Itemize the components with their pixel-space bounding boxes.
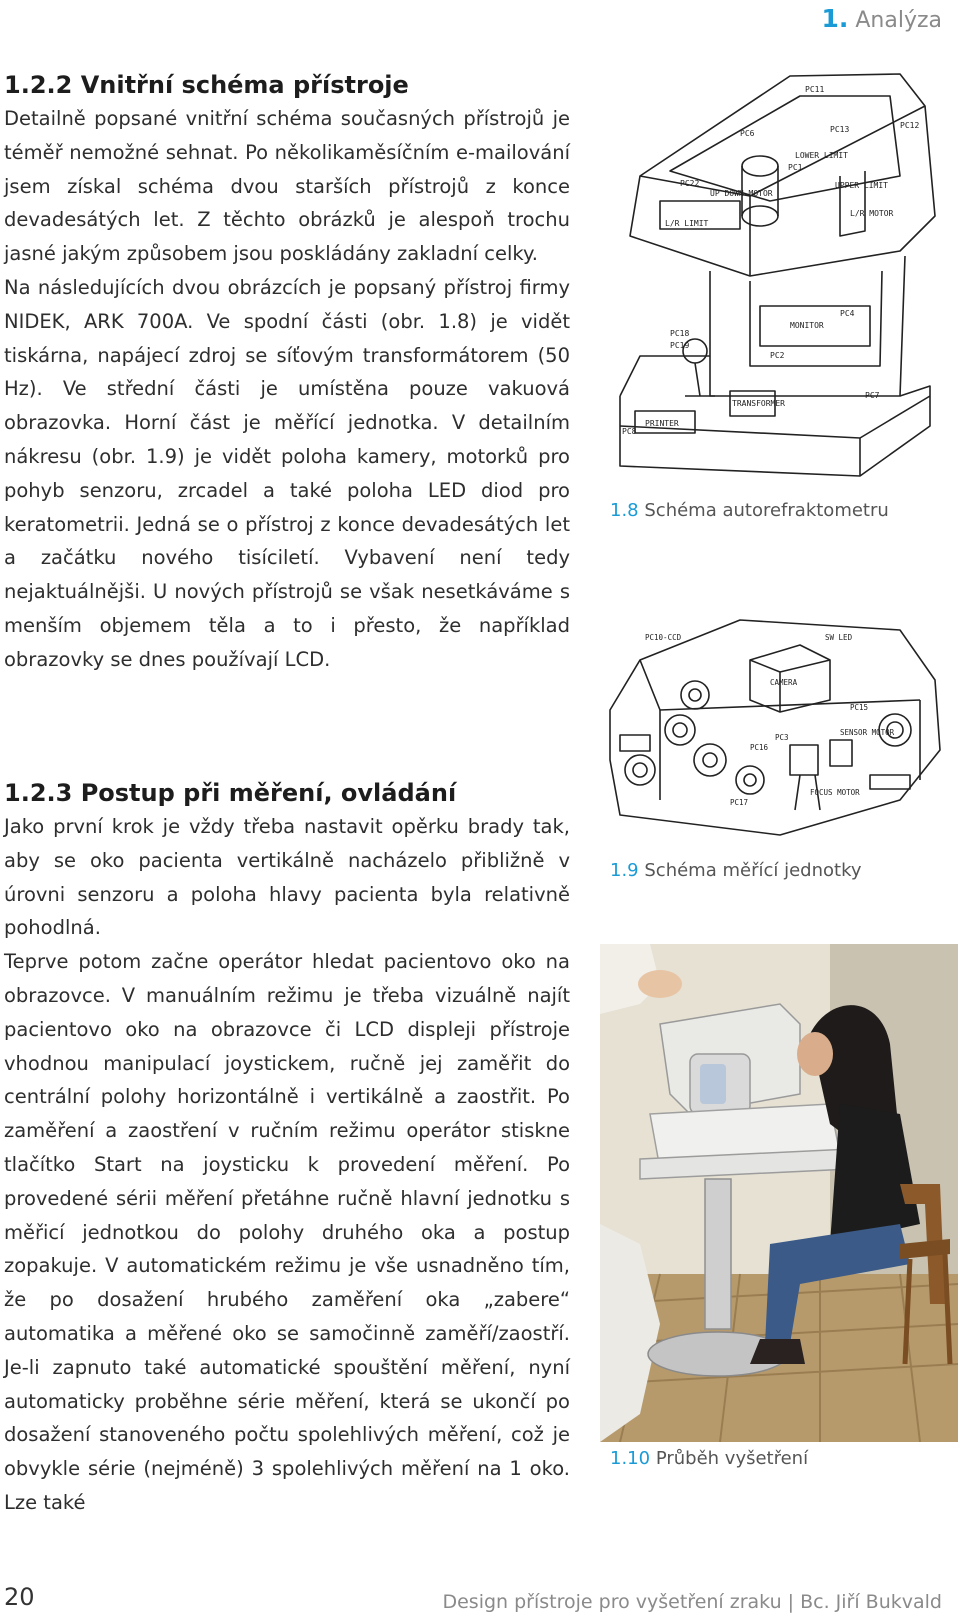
figure-caption-text: Průběh vyšetření bbox=[655, 1448, 809, 1469]
figure-number: 1.9 bbox=[610, 860, 639, 881]
chapter-title: Analýza bbox=[855, 8, 942, 33]
diagram-label: L/R LIMIT bbox=[665, 219, 709, 228]
diagram-label: SENSOR MOTOR bbox=[840, 728, 895, 737]
diagram-label: PC15 bbox=[850, 703, 869, 712]
diagram-label: FOCUS MOTOR bbox=[810, 788, 860, 797]
section-title: 1.2.3 Postup při měření, ovládání bbox=[4, 779, 457, 807]
diagram-label: PC8 bbox=[622, 427, 637, 436]
measuring-unit-schematic-figure bbox=[600, 600, 958, 850]
chapter-header bbox=[821, 4, 942, 33]
diagram-label: TRANSFORMER bbox=[732, 399, 785, 408]
diagram-label: PC10-CCD bbox=[645, 633, 682, 642]
diagram-label: PC4 bbox=[840, 309, 855, 318]
figure-caption bbox=[610, 1448, 808, 1469]
diagram-label: UPPER LIMIT bbox=[835, 181, 888, 190]
paragraph: Na následujících dvou obrázcích je popsaný přístroj firmy NIDEK, ARK 700A. Ve spodní části (obr. 1.8) je vidět tiskárna, napájecí zdroj se síťovým transformátorem (50 Hz). Ve střední části je umístěna pouze vakuová obrazovka. Horní část je měřící jednotka. V detailním nákresu (obr. 1.9) je vidět poloha kamery, motorků pro pohyb senzoru, zrcadel a také poloha LED diod pro keratometrii. Jedná se o přístroj z konce devadesátých let a začátku nového tisíciletí. Vybavení není tedy nejaktuálnějši. U nových přístrojů se však nesetkáváme s menším objemem těla a to i přesto, že například obrazovky se dnes používají LCD. bbox=[4, 275, 570, 671]
diagram-label: PC19 bbox=[670, 341, 690, 350]
figure-number: 1.8 bbox=[610, 500, 639, 521]
diagram-label: PC17 bbox=[730, 798, 749, 807]
section-internal-schema bbox=[4, 68, 570, 677]
diagram-label: PC1 bbox=[788, 163, 803, 172]
diagram-label: LOWER LIMIT bbox=[795, 151, 848, 160]
diagram-label: PC12 bbox=[900, 121, 920, 130]
diagram-label: SW LED bbox=[825, 633, 853, 642]
figure-caption bbox=[610, 860, 862, 881]
figure-caption-text: Schéma autorefraktometru bbox=[644, 500, 889, 521]
section-title: 1.2.2 Vnitřní schéma přístroje bbox=[4, 71, 409, 99]
page-number: 20 bbox=[4, 1583, 35, 1611]
diagram-label: PC13 bbox=[830, 125, 850, 134]
diagram-label: MONITOR bbox=[790, 321, 824, 330]
autorefractometer-schematic-figure bbox=[600, 66, 958, 496]
paragraph: Jako první krok je vždy třeba nastavit opěrku brady tak, aby se oko pacienta vertikálně nacházelo přibližně v úrovni senzoru a poloha hlavy pacienta byla relativně pohodlná. bbox=[4, 815, 570, 940]
diagram-label: L/R MOTOR bbox=[850, 209, 894, 218]
diagram-label: PC3 bbox=[775, 733, 789, 742]
diagram-label: UP DOWN MOTOR bbox=[710, 189, 773, 198]
diagram-label: PC16 bbox=[750, 743, 769, 752]
diagram-label: PRINTER bbox=[645, 419, 679, 428]
diagram-label: PC18 bbox=[670, 329, 690, 338]
footer-title: Design přístroje pro vyšetření zraku | Bc. Jiří Bukvald bbox=[442, 1591, 942, 1613]
diagram-label: PC7 bbox=[865, 391, 880, 400]
diagram-label: PC22 bbox=[680, 179, 700, 188]
paragraph: Detailně popsané vnitřní schéma současných přístrojů je téměř nemožné sehnat. Po několikaměsíčním e-mailování jsem získal schéma dvou starších přístrojů z konce devadesátých let. Z těchto obrázků je alespoň trochu jasné jakým způsobem jsou poskládány zakladní celky. bbox=[4, 107, 570, 266]
section-measurement-procedure bbox=[4, 776, 570, 1520]
diagram-label: PC11 bbox=[805, 85, 825, 94]
figure-caption bbox=[610, 500, 889, 521]
chapter-number: 1. bbox=[821, 4, 849, 33]
figure-caption-text: Schéma měřící jednotky bbox=[644, 860, 862, 881]
examination-photo bbox=[600, 944, 958, 1442]
diagram-label: PC6 bbox=[740, 129, 755, 138]
figure-number: 1.10 bbox=[610, 1448, 651, 1469]
diagram-label: CAMERA bbox=[770, 678, 798, 687]
diagram-label: PC2 bbox=[770, 351, 785, 360]
paragraph: Teprve potom začne operátor hledat pacientovo oko na obrazovce. V manuálním režimu je třeba vizuálně najít pacientovo oko na obrazovce či LCD displeji přístroje vhodnou manipulací joystickem, ručně jej zaměřit do centrální polohy horizontálně i vertikálně a zaostřit. Po zaměření a zaostření v ručním režimu operátor stiskne tlačítko Start na joysticku k provedení měření. Po provedené sérii měření přetáhne ručně hlavní jednotku s měřicí jednotkou do polohy druhého oka a postup zopakuje. V automatickém režimu je vše usnadněno tím, že po dosažení hrubého zaměření oka „zabere“ automatika a měřené oko se samočinně zaměří/zaostří. Je-li zapnuto také automatické spouštění měření, nyní automaticky proběhne série měření, která se ukončí po dosažení stanoveného počtu spolehlivých měření, což je obvykle série (nejméně) 3 spolehlivých měření na 1 oko. Lze také bbox=[4, 950, 570, 1514]
